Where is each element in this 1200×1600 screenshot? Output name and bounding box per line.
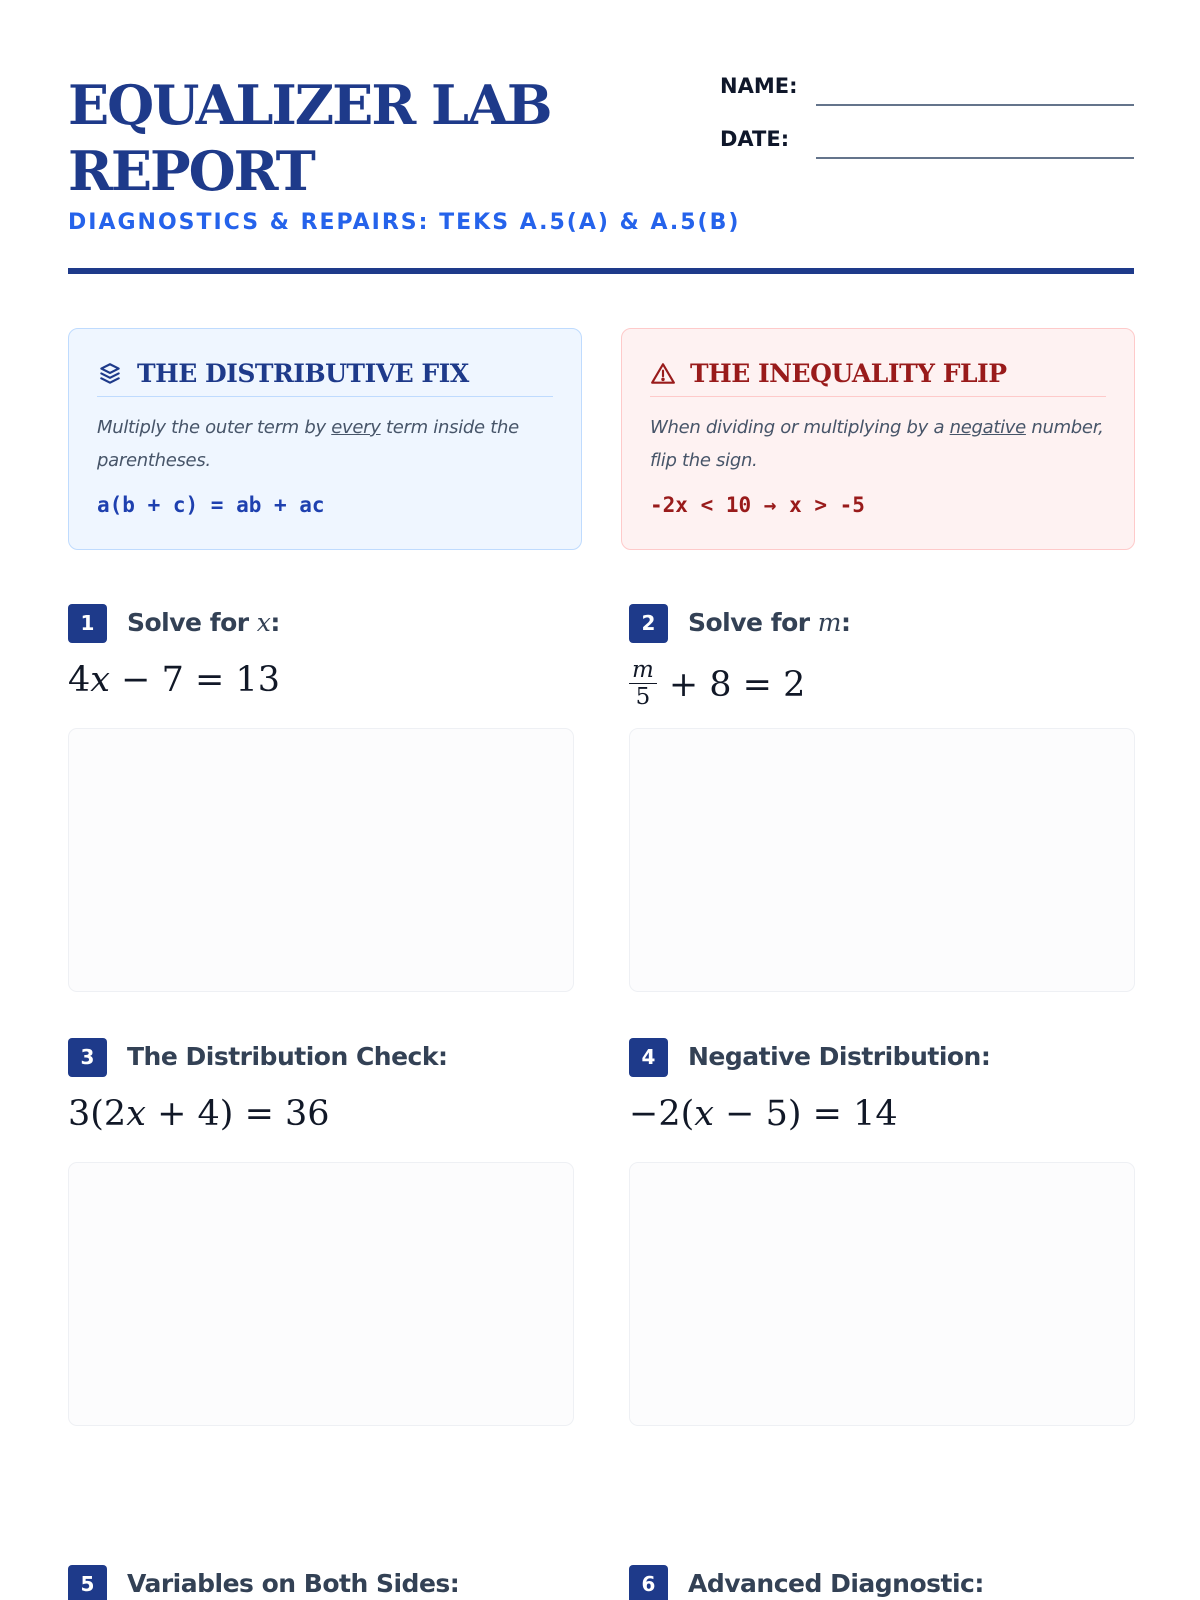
problem-6 bbox=[629, 1565, 1135, 1600]
card-formula: -2x < 10 → x > -5 bbox=[650, 493, 865, 517]
card-title: THE INEQUALITY FLIP bbox=[690, 359, 1007, 388]
problem-1 bbox=[68, 604, 574, 700]
inequality-flip-card bbox=[621, 328, 1135, 550]
problem-equation: 3(2x + 4) = 36 bbox=[68, 1094, 330, 1134]
name-label: NAME: bbox=[720, 74, 798, 98]
problem-label: The Distribution Check: bbox=[127, 1042, 448, 1071]
fraction: $\frac{m}{5}$ bbox=[629, 657, 657, 710]
emphasis-text: negative bbox=[949, 417, 1026, 438]
work-area[interactable] bbox=[68, 728, 574, 992]
problem-3 bbox=[68, 1038, 574, 1134]
page-title: EQUALIZER LAB REPORT bbox=[68, 73, 551, 203]
date-label: DATE: bbox=[720, 127, 790, 151]
student-info-fields bbox=[720, 72, 1134, 178]
date-field[interactable] bbox=[720, 125, 1134, 178]
problem-5 bbox=[68, 1565, 574, 1600]
problem-label: Solve for x: bbox=[127, 608, 280, 637]
worksheet-header bbox=[68, 72, 1134, 277]
problem-label: Negative Distribution: bbox=[688, 1042, 991, 1071]
card-header bbox=[650, 359, 1106, 397]
page-subtitle: DIAGNOSTICS & REPAIRS: TEKS A.5(A) & A.5(B) bbox=[68, 210, 741, 235]
problem-4 bbox=[629, 1038, 1135, 1134]
problem-equation: −2(x − 5) = 14 bbox=[629, 1094, 898, 1134]
problem-label: Advanced Diagnostic: bbox=[688, 1569, 984, 1598]
name-line[interactable] bbox=[816, 104, 1134, 106]
problem-number-badge: 4 bbox=[629, 1038, 668, 1077]
name-field[interactable] bbox=[720, 72, 1134, 125]
problem-2 bbox=[629, 604, 1135, 710]
problem-number-badge: 5 bbox=[68, 1565, 107, 1600]
work-area[interactable] bbox=[629, 728, 1135, 992]
work-area[interactable] bbox=[68, 1162, 574, 1426]
problem-label: Solve for m: bbox=[688, 608, 851, 637]
card-description: Multiply the outer term by every term inside the parentheses. bbox=[97, 417, 519, 471]
cube-stack-icon bbox=[97, 361, 123, 387]
card-title: THE DISTRIBUTIVE FIX bbox=[137, 359, 469, 388]
warning-triangle-icon bbox=[650, 361, 676, 387]
header-divider bbox=[68, 268, 1134, 274]
card-description: When dividing or multiplying by a negative number, flip the sign. bbox=[650, 417, 1104, 471]
card-formula: a(b + c) = ab + ac bbox=[97, 493, 325, 517]
date-line[interactable] bbox=[816, 157, 1134, 159]
problem-number-badge: 1 bbox=[68, 604, 107, 643]
problem-number-badge: 6 bbox=[629, 1565, 668, 1600]
distributive-fix-card bbox=[68, 328, 582, 550]
problem-number-badge: 2 bbox=[629, 604, 668, 643]
emphasis-text: every bbox=[331, 417, 381, 438]
problem-number-badge: 3 bbox=[68, 1038, 107, 1077]
work-area[interactable] bbox=[629, 1162, 1135, 1426]
problem-label: Variables on Both Sides: bbox=[127, 1569, 460, 1598]
problem-equation: $\frac{m}{5}$ + 8 = 2 bbox=[629, 660, 805, 713]
card-header bbox=[97, 359, 553, 397]
problem-equation: 4x − 7 = 13 bbox=[68, 660, 280, 700]
